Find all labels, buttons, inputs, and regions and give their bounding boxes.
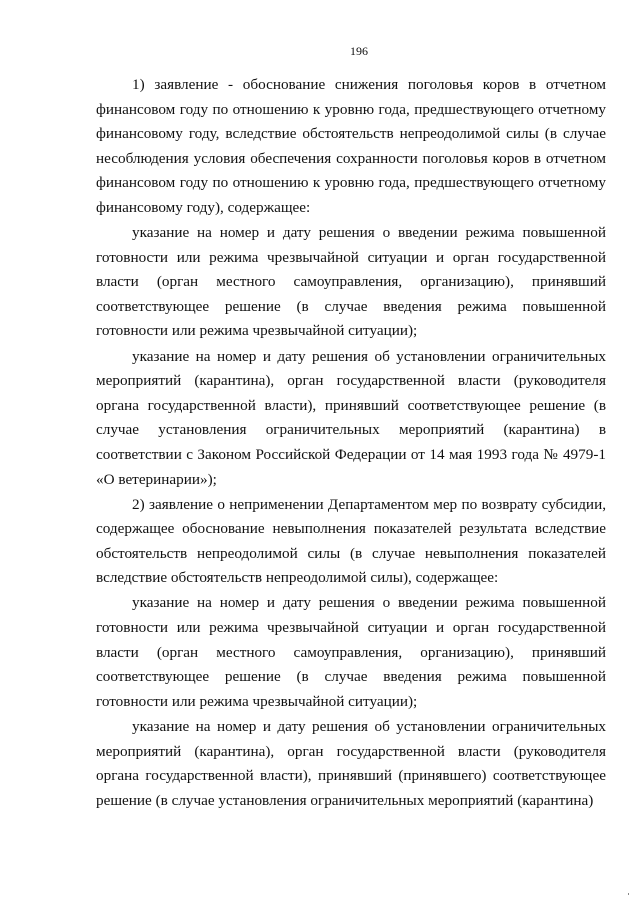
paragraph-3: указание на номер и дату решения об установлении ограничительных мероприятий (карантина), орган государственной власти (руководителя органа государственной власти), принявший соответствующее решение (в случае установления ограничительных мероприятий (карантина) в соответствии с Законом Российской Федерации от 14 мая 1993 года № 4979-1 «О ветеринарии»); [96, 347, 606, 488]
paragraph-6: указание на номер и дату решения об установлении ограничительных мероприятий (карантина), орган государственной власти (руководителя органа государственной власти), принявший (принявшего) соответствующее решение (в случае установления ограничительных мероприятий (карантина) [96, 717, 606, 809]
paragraph-1: 1) заявление - обоснование снижения поголовья коров в отчетном финансовом году по отношению к уровню года, предшествующего отчетному финансовому году, вследствие обстоятельств непреодолимой силы (в случае несоблюдения условия обеспечения сохранности поголовья коров в отчетном финансовом году по отношению к уровню года, предшествующего отчетному финансовому году), содержащее: [96, 76, 606, 216]
page-number: 196 [350, 44, 368, 58]
scan-speck [628, 893, 629, 895]
paragraph-2: указание на номер и дату решения о введении режима повышенной готовности или режима чрезвычайной ситуации и орган государственной власти (орган местного самоуправления, организацию), принявший соответствующее решение (в случае введения режима повышенной готовности или режима чрезвычайной ситуации); [96, 224, 606, 340]
paragraph-4: 2) заявление о неприменении Департаментом мер по возврату субсидии, содержащее обоснование невыполнения показателей результата вследствие обстоятельств непреодолимой силы (в случае невыполнения показателей вследствие обстоятельств непреодолимой силы), содержащее: [96, 495, 606, 587]
paragraph-5: указание на номер и дату решения о введении режима повышенной готовности или режима чрезвычайной ситуации и орган государственной власти (орган местного самоуправления, организацию), принявший соответствующее решение (в случае введения режима повышенной готовности или режима чрезвычайной ситуации); [96, 594, 606, 710]
